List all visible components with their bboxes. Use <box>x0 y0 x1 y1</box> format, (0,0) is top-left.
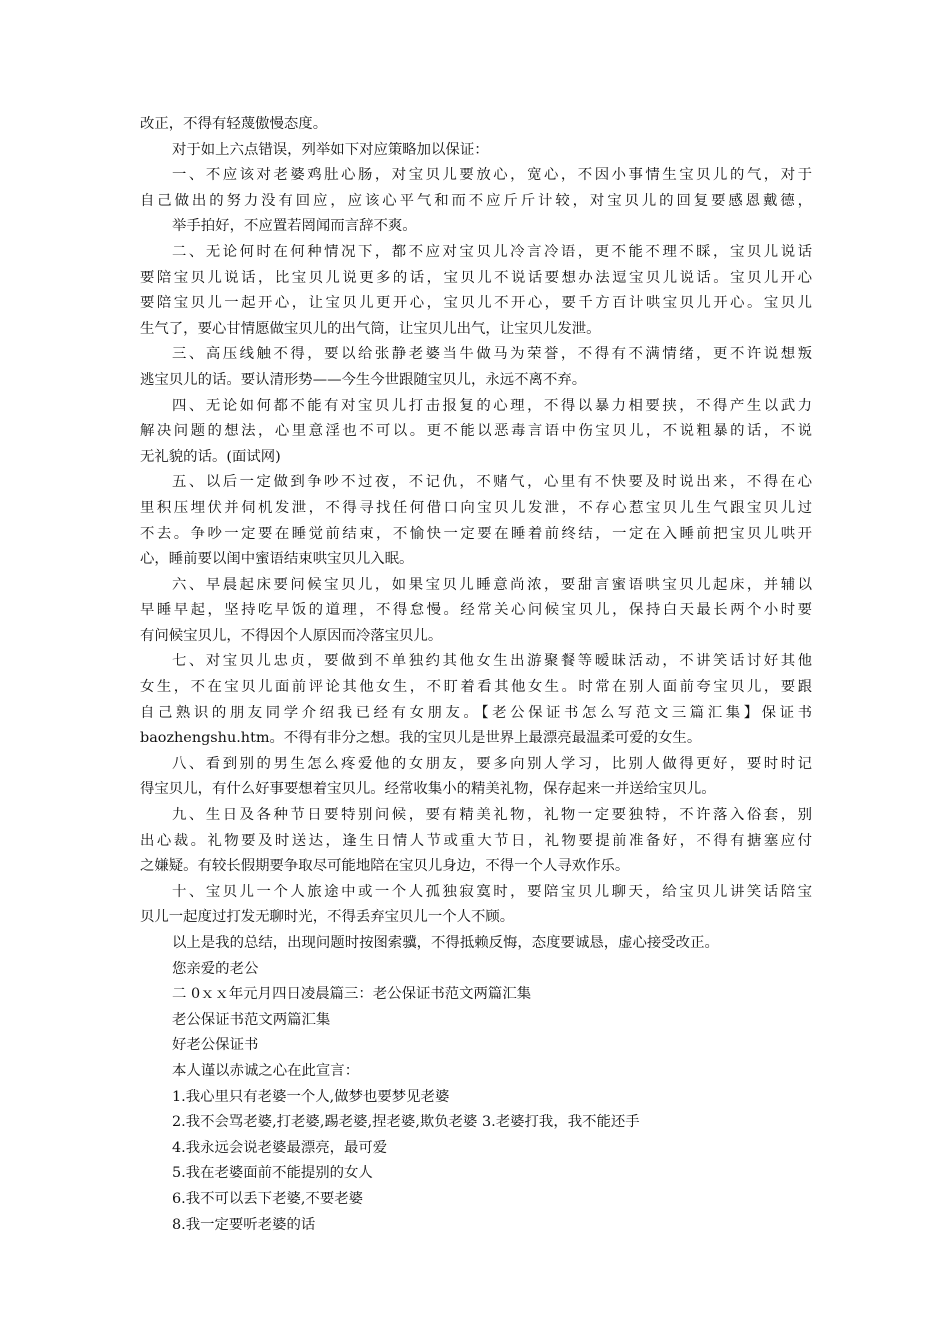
document-body <box>140 112 812 1238</box>
text-line: 四、无论如何都不能有对宝贝儿打击报复的心理，不得以暴力相要挟，不得产生以武力 <box>172 397 812 414</box>
text-line: 要陪宝贝儿说话，比宝贝儿说更多的话，宝贝儿不说话要想办法逗宝贝儿说话。宝贝儿开心 <box>140 269 812 286</box>
text-line: 十、宝贝儿一个人旅途中或一个人孤独寂寞时，要陪宝贝儿聊天，给宝贝儿讲笑话陪宝 <box>172 883 812 900</box>
text-line: 得宝贝儿，有什么好事要想着宝贝儿。经常收集小的精美礼物，保存起来一并送给宝贝儿。 <box>140 781 716 798</box>
text-line: 有问候宝贝儿，不得因个人原因而冷落宝贝儿。 <box>140 627 443 644</box>
text-line: 女生，不在宝贝儿面前评论其他女生，不盯着看其他女生。时常在别人面前夸宝贝儿，要跟 <box>140 679 812 696</box>
text-line: 8.我一定要听老婆的话 <box>172 1216 316 1233</box>
text-line: 七、对宝贝儿忠贞，要做到不单独约其他女生出游聚餐等暧昧活动，不讲笑话讨好其他 <box>172 653 812 670</box>
text-line: 二、无论何时在何种情况下，都不应对宝贝儿冷言冷语，更不能不理不睬，宝贝儿说话 <box>172 243 812 260</box>
text-line: 您亲爱的老公 <box>172 960 259 977</box>
text-line: 不去。争吵一定要在睡觉前结束，不愉快一定要在睡着前终结，一定在入睡前把宝贝儿哄开 <box>140 525 812 542</box>
text-line: 之嫌疑。有较长假期要争取尽可能地陪在宝贝儿身边，不得一个人寻欢作乐。 <box>140 858 630 875</box>
text-line: 早睡早起，坚持吃早饭的道理，不得怠慢。经常关心问候宝贝儿，保持白天最长两个小时要 <box>140 602 812 619</box>
text-line: 要陪宝贝儿一起开心，让宝贝儿更开心，宝贝儿不开心，要千方百计哄宝贝儿开心。宝贝儿 <box>140 295 812 312</box>
text-line: 出心裁。礼物要及时送达，逢生日情人节或重大节日，礼物要提前准备好，不得有搪塞应付 <box>140 832 812 849</box>
text-line: 解决问题的想法，心里意淫也不可以。更不能以恶毒言语中伤宝贝儿，不说粗暴的话，不说 <box>140 423 812 440</box>
text-line: 五、以后一定做到争吵不过夜，不记仇，不赌气，心里有不快要及时说出来，不得在心 <box>172 474 812 491</box>
text-line: 九、生日及各种节日要特别问候，要有精美礼物，礼物一定要独特，不许落入俗套，别 <box>172 807 812 824</box>
text-line: 三、高压线触不得，要以给张静老婆当牛做马为荣誉，不得有不满情绪，更不许说想叛 <box>172 346 812 363</box>
text-line: 5.我在老婆面前不能提别的女人 <box>172 1165 373 1182</box>
text-line: baozhengshu.htm。不得有非分之想。我的宝贝儿是世界上最漂亮最温柔可爱的女生。 <box>140 730 702 747</box>
text-line: 2.我不会骂老婆,打老婆,踢老婆,捏老婆,欺负老婆 3.老婆打我，我不能还手 <box>172 1114 640 1131</box>
text-line: 二 0ｘｘ年元月四日凌晨篇三：老公保证书范文两篇汇集 <box>172 986 532 1003</box>
text-line: 生气了，要心甘情愿做宝贝儿的出气筒，让宝贝儿出气，让宝贝儿发泄。 <box>140 320 601 337</box>
text-line: 4.我永远会说老婆最漂亮，最可爱 <box>172 1139 388 1156</box>
text-line: 自己做出的努力没有回应，应该心平气和而不应斤斤计较，对宝贝儿的回复要感恩戴德， <box>140 192 812 209</box>
text-line: 六、早晨起床要问候宝贝儿，如果宝贝儿睡意尚浓，要甜言蜜语哄宝贝儿起床，并辅以 <box>172 576 812 593</box>
text-line: 好老公保证书 <box>172 1037 259 1054</box>
text-line: 1.我心里只有老婆一个人,做梦也要梦见老婆 <box>172 1088 450 1105</box>
text-line: 举手拍好，不应置若罔闻而言辞不爽。 <box>172 218 417 235</box>
text-line: 自己熟识的朋友同学介绍我已经有女朋友。【老公保证书怎么写范文三篇汇集】保证书 <box>140 704 812 721</box>
text-line: 对于如上六点错误，列举如下对应策略加以保证： <box>172 141 489 158</box>
text-line: 改正，不得有轻蔑傲慢态度。 <box>140 116 328 132</box>
text-line: 八、看到别的男生怎么疼爱他的女朋友，要多向别人学习，比别人做得更好，要时时记 <box>172 755 812 772</box>
text-line: 以上是我的总结，出现问题时按图索骥，不得抵赖反悔，态度要诚恳，虚心接受改正。 <box>172 935 719 951</box>
text-line: 老公保证书范文两篇汇集 <box>172 1011 331 1028</box>
text-line: 逃宝贝儿的话。要认清形势——今生今世跟随宝贝儿，永远不离不弃。 <box>140 371 587 388</box>
text-line: 里积压埋伏并伺机发泄，不得寻找任何借口向宝贝儿发泄，不存心惹宝贝儿生气跟宝贝儿过 <box>140 499 812 516</box>
text-line: 6.我不可以丢下老婆,不要老婆 <box>172 1190 363 1207</box>
text-line: 本人谨以赤诚之心在此宣言： <box>172 1062 360 1079</box>
text-line: 一、不应该对老婆鸡肚心肠，对宝贝儿要放心，宽心，不因小事情生宝贝儿的气，对于 <box>172 167 812 184</box>
text-line: 心，睡前要以闺中蜜语结束哄宝贝儿入眠。 <box>140 551 414 568</box>
text-line: 贝儿一起度过打发无聊时光，不得丢弃宝贝儿一个人不顾。 <box>140 909 515 926</box>
text-line: 无礼貌的话。(面试网) <box>140 448 281 465</box>
